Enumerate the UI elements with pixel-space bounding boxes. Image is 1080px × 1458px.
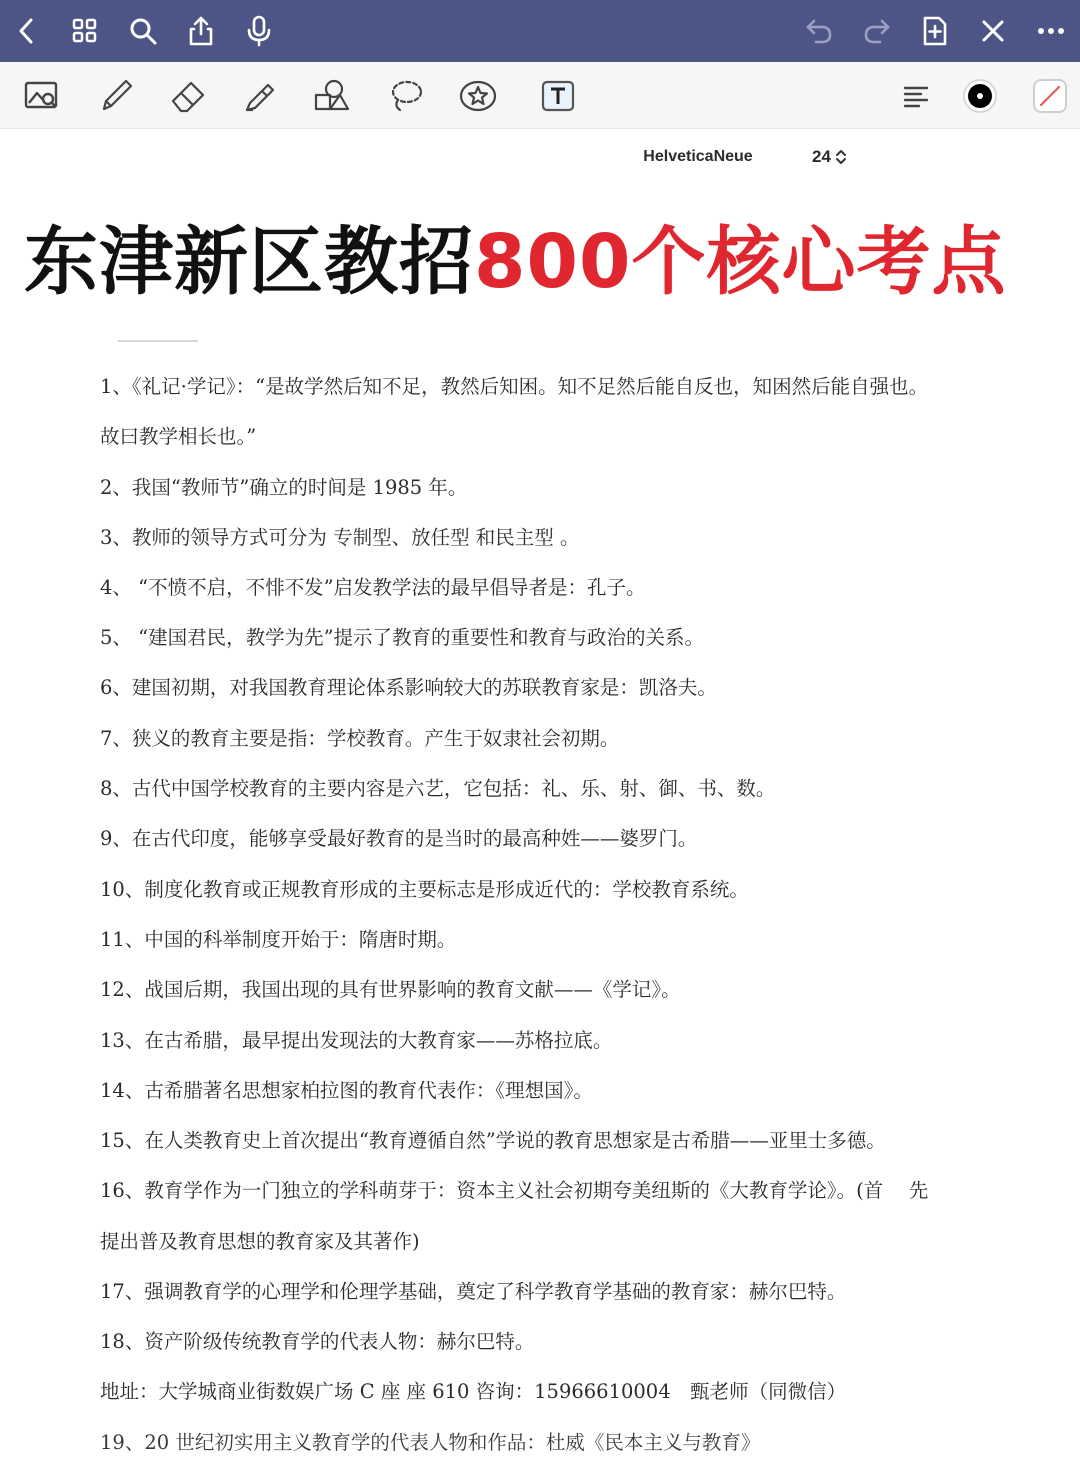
stepper-chevrons-icon xyxy=(835,148,847,166)
list-item: 15、在人类教育史上首次提出“教育遵循自然”学说的教育思想家是古希腊——亚里士多德。 xyxy=(100,1129,886,1152)
list-item: 7、狭义的教育主要是指：学校教育。产生于奴隶社会初期。 xyxy=(100,727,620,750)
undo-icon[interactable] xyxy=(802,14,836,48)
redo-icon[interactable] xyxy=(860,14,894,48)
more-options-icon[interactable] xyxy=(1034,14,1068,48)
eraser-tool-icon[interactable] xyxy=(166,74,210,118)
list-item: 6、建国初期，对我国教育理论体系影响较大的苏联教育家是：凯洛夫。 xyxy=(100,676,717,699)
lasso-tool-icon[interactable] xyxy=(384,74,428,118)
pen-tool-icon[interactable] xyxy=(94,74,138,118)
font-name-selector[interactable]: HelveticaNeue xyxy=(643,148,753,165)
microphone-icon[interactable] xyxy=(242,14,276,48)
contact-line: 地址：大学城商业街数娱广场 C 座 座 610 咨询：15966610004 甄老师（同微信） xyxy=(100,1380,847,1403)
list-item: 3、教师的领导方式可分为 专制型、放任型 和民主型 。 xyxy=(100,526,580,549)
share-icon[interactable] xyxy=(184,14,218,48)
headline-black-part: 东津新区教招 xyxy=(24,219,474,305)
add-page-icon[interactable] xyxy=(918,14,952,48)
sticker-tool-icon[interactable] xyxy=(456,74,500,118)
headline-red-part: 800个核心考点 xyxy=(474,219,1007,305)
list-item: 提出普及教育思想的教育家及其著作) xyxy=(100,1230,420,1253)
list-item: 4、 “不愤不启，不悱不发”启发教学法的最早倡导者是：孔子。 xyxy=(100,576,646,599)
color-picker-icon[interactable] xyxy=(958,74,1002,118)
top-navigation-bar xyxy=(0,0,1080,62)
shapes-tool-icon[interactable] xyxy=(310,74,354,118)
list-item: 8、古代中国学校教育的主要内容是六艺，它包括：礼、乐、射、御、书、数。 xyxy=(100,777,776,800)
close-icon[interactable] xyxy=(976,14,1010,48)
list-item: 13、在古希腊，最早提出发现法的大教育家——苏格拉底。 xyxy=(100,1029,613,1052)
image-insert-icon[interactable] xyxy=(20,74,64,118)
document-page xyxy=(0,330,1080,1454)
list-item: 17、强调教育学的心理学和伦理学基础，奠定了科学教育学基础的教育家：赫尔巴特。 xyxy=(100,1280,847,1303)
list-item: 19、20 世纪初实用主义教育学的代表人物和作品：杜威《民本主义与教育》 xyxy=(100,1431,761,1454)
clipped-text-fragment xyxy=(118,340,198,342)
list-item: 10、制度化教育或正规教育形成的主要标志是形成近代的：学校教育系统。 xyxy=(100,878,749,901)
list-item: 9、在古代印度，能够享受最好教育的是当时的最高种姓——婆罗门。 xyxy=(100,827,698,850)
grid-view-icon[interactable] xyxy=(68,14,102,48)
list-item: 11、中国的科举制度开始于：隋唐时期。 xyxy=(100,928,457,951)
list-item: 1、《礼记·学记》：“是故学然后知不足，教然后知困。知不足然后能自反也，知困然后能自强也。 xyxy=(100,375,929,398)
text-tool-icon[interactable] xyxy=(536,74,580,118)
headline-title xyxy=(24,216,1064,308)
highlighter-tool-icon[interactable] xyxy=(238,74,282,118)
list-item: 12、战国后期，我国出现的具有世界影响的教育文献——《学记》。 xyxy=(100,978,681,1001)
list-item: 16、教育学作为一门独立的学科萌芽于：资本主义社会初期夸美纽斯的《大教育学论》。(首 先 xyxy=(100,1179,929,1202)
list-item: 18、资产阶级传统教育学的代表人物：赫尔巴特。 xyxy=(100,1330,535,1353)
editing-toolbar xyxy=(0,62,1080,166)
list-item: 故曰教学相长也。” xyxy=(100,425,257,448)
font-size-value: 24 xyxy=(812,147,831,166)
list-item: 2、我国“教师节”确立的时间是 1985 年。 xyxy=(100,476,468,499)
font-size-selector[interactable] xyxy=(812,144,870,170)
back-chevron-icon[interactable] xyxy=(10,14,44,48)
list-item: 5、 “建国君民，教学为先”提示了教育的重要性和教育与政治的关系。 xyxy=(100,626,705,649)
search-icon[interactable] xyxy=(126,14,160,48)
list-item: 14、古希腊著名思想家柏拉图的教育代表作：《理想国》。 xyxy=(100,1079,593,1102)
background-fill-icon[interactable] xyxy=(1028,74,1072,118)
text-align-icon[interactable] xyxy=(894,74,938,118)
